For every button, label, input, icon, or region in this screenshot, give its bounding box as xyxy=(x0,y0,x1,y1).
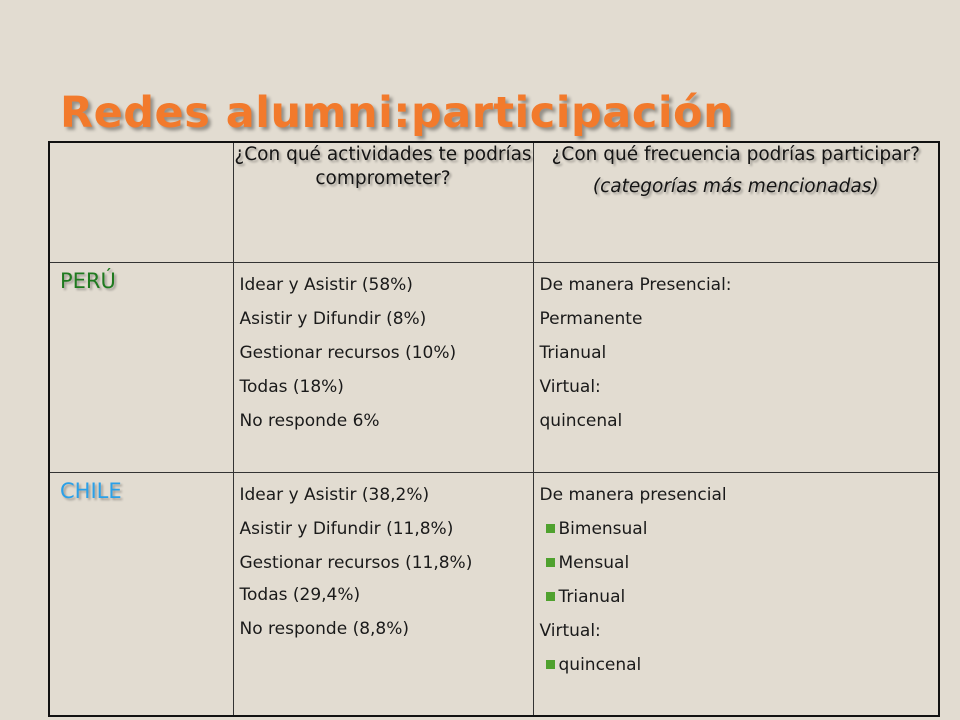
list-item: De manera Presencial: xyxy=(539,274,732,295)
list-item xyxy=(540,653,933,677)
slide-title: Redes alumni:participación xyxy=(60,88,735,138)
header-frequency-text: ¿Con qué frecuencia podrías participar? xyxy=(551,144,920,165)
header-empty-cell xyxy=(49,142,233,262)
list-item: Todas (18%) xyxy=(239,376,344,397)
list-item: De manera presencial xyxy=(539,484,727,505)
frequency-chile xyxy=(533,472,939,716)
list-item xyxy=(540,585,933,609)
table-row-peru xyxy=(49,262,939,472)
country-peru: PERÚ xyxy=(49,262,233,472)
header-row xyxy=(49,142,939,262)
list-item: Idear y Asistir (58%) xyxy=(239,274,413,295)
header-frequency-subtitle: (categorías más mencionadas) xyxy=(592,176,879,197)
list-item: No responde 6% xyxy=(239,410,380,431)
list-item: No responde (8,8%) xyxy=(239,618,410,639)
list-item-text: Bimensual xyxy=(558,518,648,539)
list-item: Gestionar recursos (11,8%) xyxy=(239,552,473,573)
list-item xyxy=(540,517,933,541)
list-item: Virtual: xyxy=(539,620,601,641)
list-item: Idear y Asistir (38,2%) xyxy=(239,484,430,505)
list-item: Trianual xyxy=(539,342,607,363)
list-item-text: Trianual xyxy=(558,586,626,607)
list-item: Virtual: xyxy=(539,376,601,397)
list-item: Permanente xyxy=(539,308,643,329)
list-item: quincenal xyxy=(539,410,623,431)
list-item-text: quincenal xyxy=(558,654,642,675)
frequency-peru xyxy=(533,262,939,472)
table-row-chile xyxy=(49,472,939,716)
header-frequency xyxy=(533,142,939,262)
list-item: Asistir y Difundir (8%) xyxy=(239,308,427,329)
list-item xyxy=(540,551,933,575)
list-item: Gestionar recursos (10%) xyxy=(239,342,457,363)
list-item: Todas (29,4%) xyxy=(239,584,361,605)
participation-table xyxy=(48,141,940,717)
header-activities-text: ¿Con qué actividades te podrías comprometer? xyxy=(234,144,532,189)
activities-chile xyxy=(233,472,533,716)
activities-peru xyxy=(233,262,533,472)
list-item-text: Mensual xyxy=(558,552,630,573)
country-chile: CHILE xyxy=(49,472,233,716)
list-item: Asistir y Difundir (11,8%) xyxy=(239,518,454,539)
header-activities xyxy=(233,142,533,262)
